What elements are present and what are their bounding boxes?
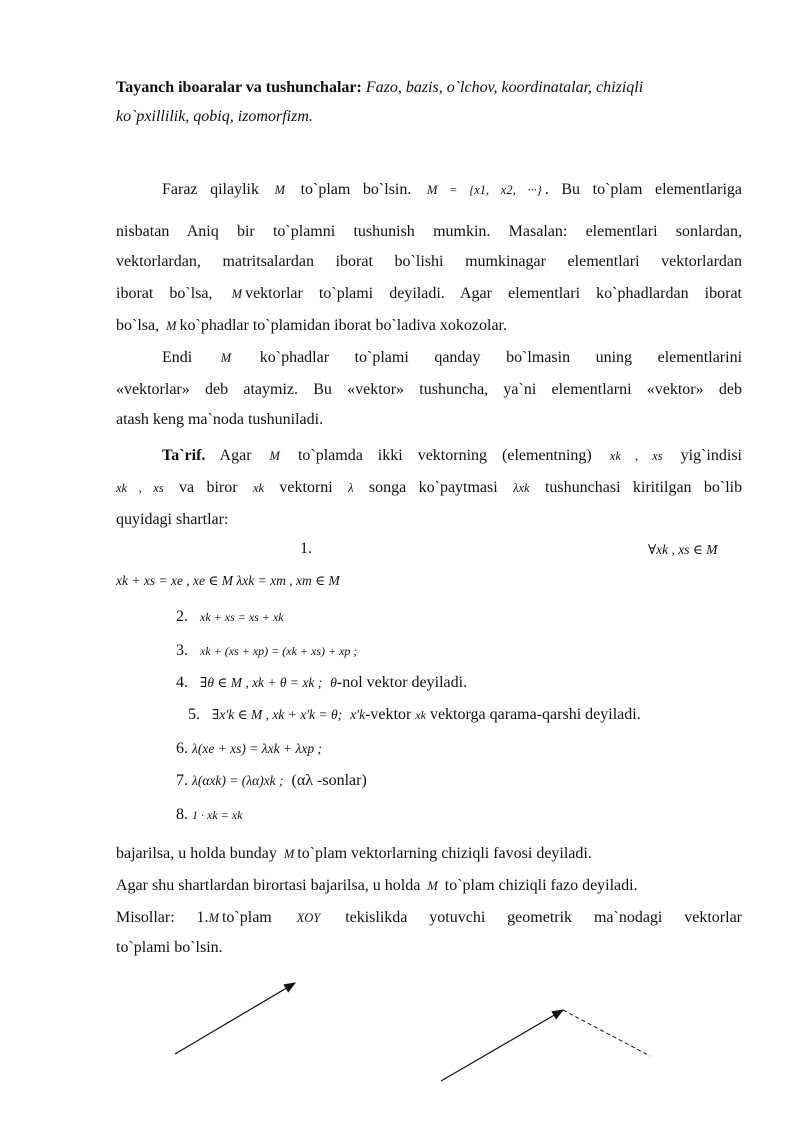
axiom-1-closure: xk + xs = xe , xe ∈ M λxk = xm , xm ∈ M <box>116 573 340 588</box>
paragraph-1-line-3: vektorlardan, matritsalardan iborat bo`lishi mumkinagar elementlari vektorlardan <box>116 253 742 270</box>
paragraph-2-line-3: atash keng ma`noda tushuniladi. <box>116 411 324 428</box>
axiom-8: 8. 1 · xk = xk <box>176 806 243 823</box>
axiom-2: 2. xk + xs = xs + xk <box>176 608 284 625</box>
paragraph-1-line-4: iborat bo`lsa, M vektorlar to`plami deyiladi. Agar elementlari ko`phadlardan iborat <box>116 285 742 302</box>
axiom-7: 7. λ(αxk) = (λα)xk ; (αλ -sonlar) <box>176 772 367 789</box>
axiom-4: 4. ∃θ ∈ M , xk + θ = xk ; θ-nol vektor deyiladi. <box>176 674 468 691</box>
set-formula: M = {x1, x2, ···} <box>426 183 542 197</box>
heading-italic-1: Fazo, bazis, o`lchov, koordinatalar, chiziqli <box>365 79 644 96</box>
definition-line-2: xk , xs va biror xk vektorni λ songa ko`paytmasi λxk tushunchasi kiritilgan bo`lib <box>116 479 743 496</box>
heading-bold: Tayanch iboaralar va tushunchalar: <box>116 79 362 96</box>
conclusion-line-1: bajarilsa, u holda bunday M to`plam vektorlarning chiziqli favosi deyiladi. <box>116 845 592 862</box>
vector-arrow-left <box>175 983 295 1054</box>
axiom-3: 3. xk + (xs + xp) = (xk + xs) + xp ; <box>176 642 358 659</box>
paragraph-1-line-5: bo`lsa, M ko`phadlar to`plamidan iborat bo`ladiva xokozolar. <box>116 317 507 334</box>
vector-arrow-right <box>441 1010 563 1081</box>
vector-dashed-line <box>563 1010 650 1056</box>
paragraph-1-line-2: nisbatan Aniq bir to`plamni tushunish mumkin. Masalan: elementlari sonlardan, <box>116 223 742 240</box>
definition-line-1: Ta`rif. Agar M to`plamda ikki vektorning (elementning) xk , xs yig`indisi <box>162 447 742 464</box>
axiom-6: 6. λ(xe + xs) = λxk + λxp ; <box>176 740 322 757</box>
heading-italic-2: ko`pxillilik, qobiq, izomorfizm. <box>116 107 313 125</box>
paragraph-2-line-2: «vektorlar» deb ataymiz. Bu «vektor» tushuncha, ya`ni elementlarni «vektor» deb <box>116 381 742 398</box>
paragraph-2-line-1: Endi M ko`phadlar to`plami qanday bo`lmasin uning elementlarini <box>162 349 743 366</box>
definition-line-3: quyidagi shartlar: <box>116 511 229 528</box>
definition-label: Ta`rif. <box>162 447 206 464</box>
paragraph-1-line-1: Faraz qilaylik M to`plam bo`lsin. M = {x1, x2, ···} . Bu to`plam elementlariga <box>162 181 743 198</box>
conclusion-line-2: Agar shu shartlardan birortasi bajarilsa, u holda M to`plam chiziqli fazo deyiladi. <box>116 877 638 894</box>
axiom-1-number: 1. <box>300 540 312 557</box>
conclusion-line-4: to`plami bo`lsin. <box>116 939 223 956</box>
axiom-5: 5. ∃x′k ∈ M , xk + x′k = θ; x′k-vektor xk vektorga qarama-qarshi deyiladi. <box>188 706 641 723</box>
conclusion-line-3: Misollar: 1.M to`plam XOY tekislikda yotuvchi geometrik ma`nodagi vektorlar <box>116 909 743 926</box>
axiom-1-forall: ∀xk , xs ∈ M <box>648 542 718 557</box>
